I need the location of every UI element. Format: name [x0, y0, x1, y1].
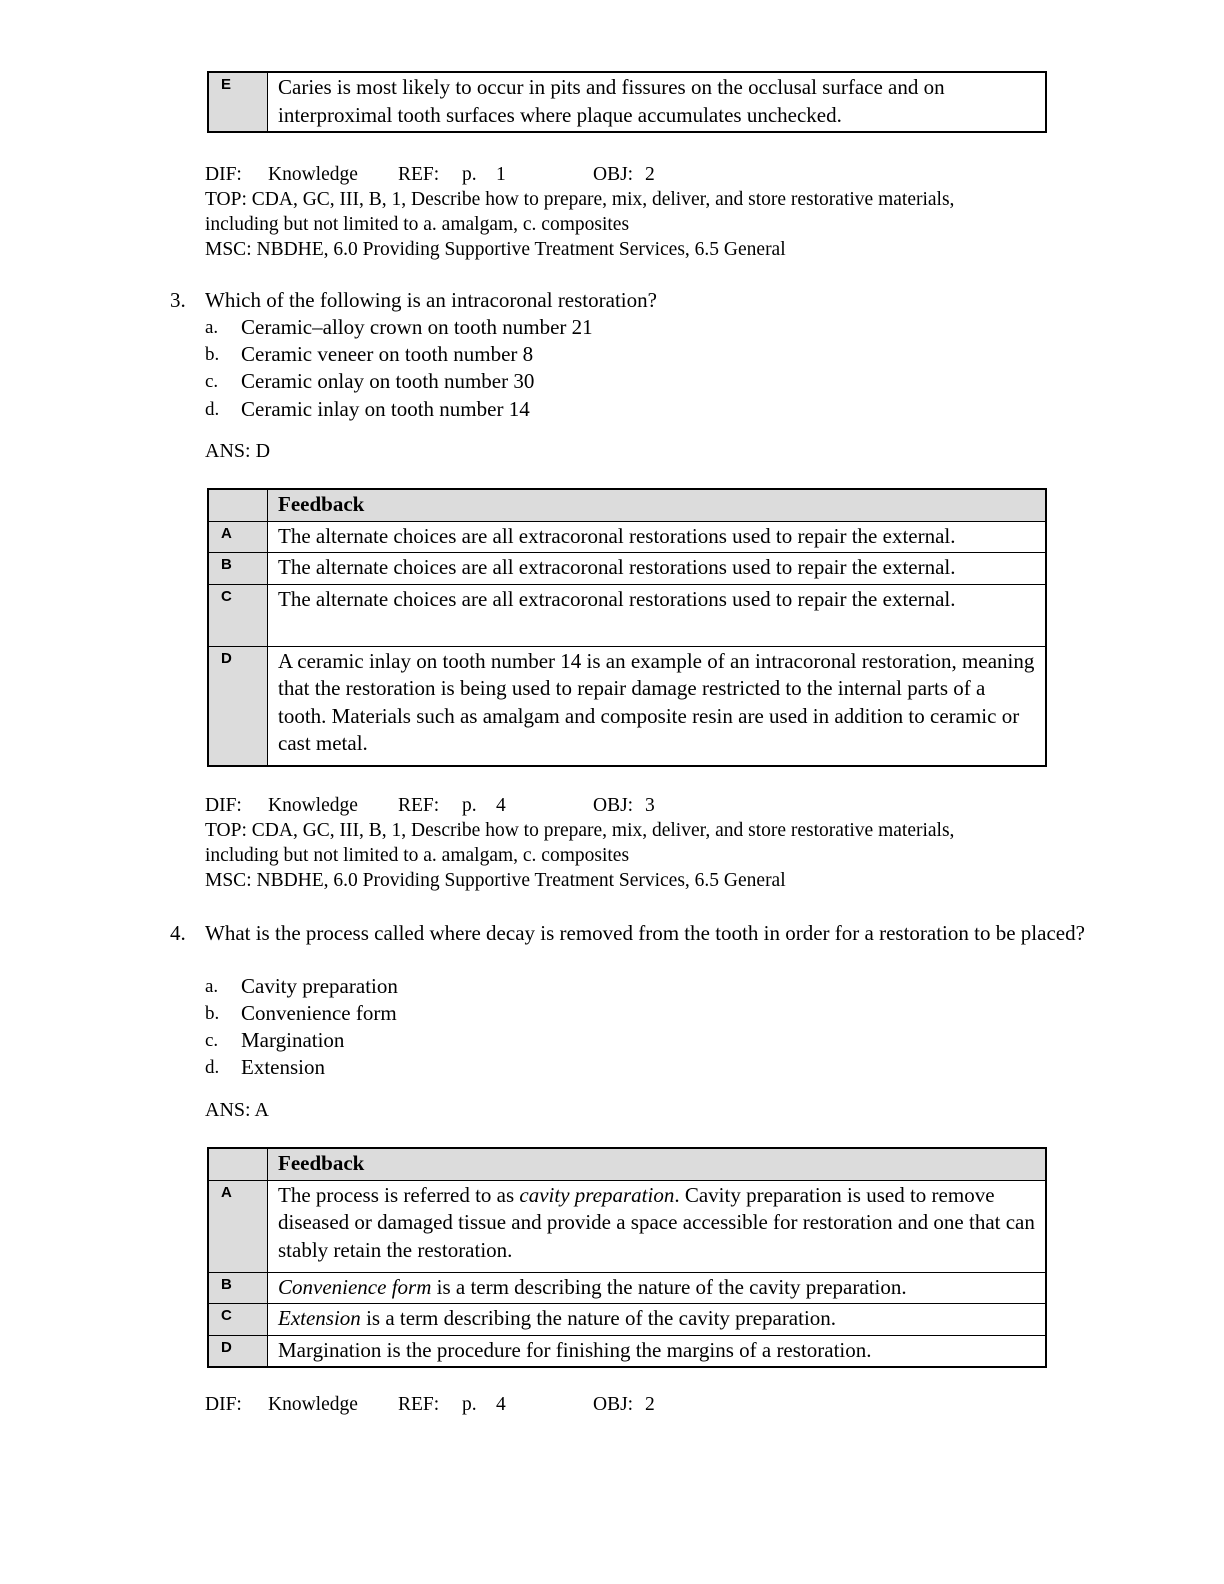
dif-value: Knowledge [268, 1394, 358, 1415]
option-text: Ceramic–alloy crown on tooth number 21 [241, 315, 593, 339]
feedback-text-post: . Cavity preparation is used to remove diseased or damaged tissue and provide a space accessible for restoration and one that can stably retain the restoration. [278, 1182, 1035, 1262]
ref-p: p. [462, 1394, 477, 1415]
obj-label: OBJ: [593, 795, 634, 816]
option-letter: b. [205, 344, 220, 365]
answer-q4: ANS: A [205, 1099, 269, 1121]
question-number: 3. [170, 288, 186, 312]
ref-label: REF: [398, 164, 440, 185]
option-text: Ceramic onlay on tooth number 30 [241, 369, 535, 393]
question-stem: What is the process called where decay is removed from the tooth in order for a restoration to be placed? [205, 921, 1085, 945]
feedback-text-post: is a term describing the nature of the cavity preparation. [431, 1274, 907, 1299]
feedback-row-d [208, 1335, 1046, 1367]
ref-value: 4 [496, 1394, 506, 1415]
top-line-2: including but not limited to a. amalgam, c. composites [205, 214, 630, 235]
feedback-text-term: cavity preparation [519, 1182, 675, 1207]
feedback-text: The alternate choices are all extracoronal restorations used to repair the external. [268, 521, 1047, 553]
dif-label: DIF: [205, 164, 242, 185]
question-stem: Which of the following is an intracoronal restoration? [205, 288, 657, 312]
dif-label: DIF: [205, 795, 242, 816]
feedback-text-pre: The process is referred to as [278, 1182, 520, 1207]
feedback-table-q2 [207, 71, 1047, 133]
feedback-text-post: is a term describing the nature of the cavity preparation. [360, 1306, 837, 1330]
feedback-text-term: Convenience form [278, 1274, 432, 1299]
feedback-key: C [208, 1304, 268, 1336]
feedback-text: A ceramic inlay on tooth number 14 is an example of an intracoronal restoration, meaning that the restoration is being used to repair damage restricted to the internal parts of a tooth. Materials such as amalgam and composite resin are used in addition to ceramic or cast metal. [268, 646, 1047, 766]
feedback-text [268, 1335, 1047, 1367]
feedback-header: Feedback [268, 489, 1047, 521]
option-text: Cavity preparation [241, 974, 398, 998]
top-line-2: including but not limited to a. amalgam, c. composites [205, 845, 630, 866]
feedback-text-pre: Margination is the procedure for finishing the margins of a restoration. [278, 1337, 872, 1362]
ref-label: REF: [398, 795, 440, 816]
ref-label: REF: [398, 1394, 440, 1415]
feedback-key: A [208, 1180, 268, 1272]
option-letter: d. [205, 1057, 220, 1078]
obj-value: 2 [645, 1394, 655, 1415]
msc-line: MSC: NBDHE, 6.0 Providing Supportive Treatment Services, 6.5 General [205, 239, 786, 260]
obj-label: OBJ: [593, 164, 634, 185]
feedback-text: The alternate choices are all extracoronal restorations used to repair the external. [268, 584, 1047, 646]
ref-p: p. [462, 164, 477, 185]
option-text: Ceramic inlay on tooth number 14 [241, 397, 530, 421]
top-line-1: TOP: CDA, GC, III, B, 1, Describe how to prepare, mix, deliver, and store restorative materials, [205, 820, 955, 841]
obj-label: OBJ: [593, 1394, 634, 1415]
option-letter: c. [205, 371, 219, 392]
feedback-header-row [208, 489, 1046, 521]
dif-label: DIF: [205, 1394, 242, 1415]
feedback-key: D [208, 646, 268, 766]
ref-value: 1 [496, 164, 506, 185]
feedback-key: E [208, 72, 268, 132]
option-text: Convenience form [241, 1001, 397, 1025]
option-letter: b. [205, 1003, 220, 1024]
top-line-1: TOP: CDA, GC, III, B, 1, Describe how to prepare, mix, deliver, and store restorative materials, [205, 189, 955, 210]
feedback-row-a [208, 1180, 1046, 1272]
feedback-key-empty [208, 1148, 268, 1180]
answer-q3: ANS: D [205, 440, 271, 462]
feedback-table-q4 [207, 1147, 1047, 1368]
feedback-text: Caries is most likely to occur in pits and fissures on the occlusal surface and on interproximal tooth surfaces where plaque accumulates unchecked. [268, 72, 1047, 132]
feedback-row-d [208, 646, 1046, 766]
option-letter: a. [205, 976, 219, 997]
option-text: Ceramic veneer on tooth number 8 [241, 342, 534, 366]
feedback-row-b [208, 553, 1046, 585]
dif-value: Knowledge [268, 795, 358, 816]
option-text: Margination [241, 1028, 345, 1052]
feedback-row-a [208, 521, 1046, 553]
msc-line: MSC: NBDHE, 6.0 Providing Supportive Treatment Services, 6.5 General [205, 870, 786, 891]
obj-value: 2 [645, 164, 655, 185]
feedback-row-b [208, 1272, 1046, 1304]
feedback-key: B [208, 553, 268, 585]
option-text: Extension [241, 1055, 325, 1079]
obj-value: 3 [645, 795, 655, 816]
feedback-text [268, 1272, 1047, 1304]
feedback-header-row [208, 1148, 1046, 1180]
feedback-row-c [208, 584, 1046, 646]
feedback-text [268, 1304, 1047, 1336]
feedback-key: A [208, 521, 268, 553]
option-letter: c. [205, 1030, 219, 1051]
feedback-key: B [208, 1272, 268, 1304]
feedback-row-c [208, 1304, 1046, 1336]
feedback-key: C [208, 584, 268, 646]
ref-value: 4 [496, 795, 506, 816]
feedback-table-q3 [207, 488, 1047, 767]
feedback-text [268, 1180, 1047, 1272]
feedback-key-empty [208, 489, 268, 521]
feedback-row-e [208, 72, 1046, 132]
feedback-key: D [208, 1335, 268, 1367]
feedback-text-term: Extension [278, 1306, 361, 1330]
dif-value: Knowledge [268, 164, 358, 185]
feedback-header: Feedback [268, 1148, 1047, 1180]
ref-p: p. [462, 795, 477, 816]
option-letter: d. [205, 399, 220, 420]
option-letter: a. [205, 317, 219, 338]
question-number: 4. [170, 921, 186, 945]
feedback-text: The alternate choices are all extracoronal restorations used to repair the external. [268, 553, 1047, 585]
